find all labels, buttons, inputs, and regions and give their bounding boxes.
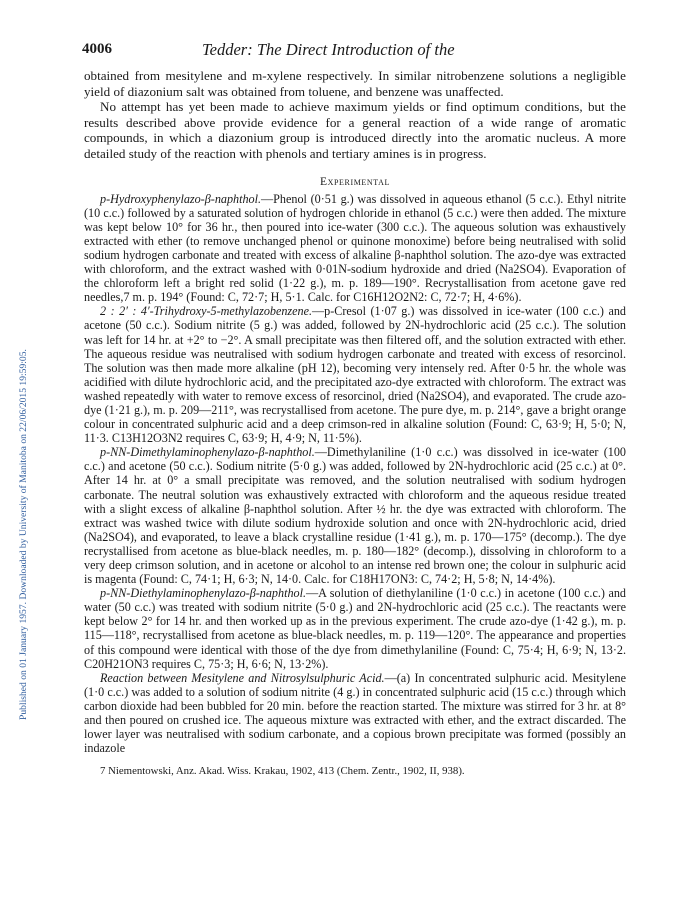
page-number: 4006 <box>82 41 112 57</box>
paragraph-body: —Phenol (0·51 g.) was dissolved in aqueous ethanol (5 c.c.). Ethyl nitrite (10 c.c.) followed by a saturated solution of hydrogen chloride in ethanol (5 c.c.) were then added. The mixture was kept below 10° for 36 hr., then poured into ice-water (300 c.c.). The aqueous solution was exhaustively extracted with ether (to remove unchanged phenol or quinone monoxime) before being neutralised with solid sodium hydrogen carbonate and treated with excess of alkaline β-naphthol solution. The azo-dye was extracted with chloroform, and the extract washed with 0·01N-sodium hydroxide and dried (Na2SO4). Evaporation of the chloroform left a bright red solid (1·22 g.), m. p. 189—190°. Recrystallisation from acetone gave red needles,7 m. p. 194° (Found: C, 72·7; H, 5·1. Calc. for C16H12O2N2: C, 72·7; H, 4·6%). <box>84 191 626 305</box>
section-title: Experimental <box>319 175 391 188</box>
intro-paragraph: No attempt has yet been made to achieve maximum yields or find optimum conditions, but the results described above provide evidence for a general reaction of a wide range of aromatic compounds, in which a diazonium group is introduced directly into the aromatic nucleus. A more detailed study of the reaction with phenols and tertiary amines is in progress. <box>84 99 626 161</box>
compound-heading: p-NN-Dimethylaminophenylazo-β-naphthol. <box>100 445 315 460</box>
experimental-paragraph <box>84 304 626 445</box>
experimental-paragraph <box>84 445 626 586</box>
compound-heading: p-Hydroxyphenylazo-β-naphthol. <box>100 191 262 206</box>
page-content <box>84 40 626 778</box>
paragraph-body: —p-Cresol (1·07 g.) was dissolved in ice-water (100 c.c.) and acetone (50 c.c.). Sodium nitrite (5 g.) was added, followed by 2N-hydrochloric acid (25 c.c.). The solution was left for 14 hr. at +2° to −2°. A small precipitate was then filtered off, and the solution extracted with ether. The aqueous residue was neutralised with sodium hydrogen carbonate and treated with excess of resorcinol. The solution was then made more alkaline (pH 12), becoming very intensely red. After 0·5 hr. the whole was acidified with dilute hydrochloric acid, and the precipitated azo-dye extracted with chloroform. The extract was washed repeatedly with water to remove excess of resorcinol, dried (Na2SO4), and evaporated. The crude azo-dye (1·21 g.), m. p. 209—211°, was recrystallised from acetone. The pure dye, m. p. 214°, gave a bright orange colour in concentrated sulphuric acid and a deep crimson-red in alkaline solution (Found: C, 63·9; H, 5·0; N, 11·3. C13H12O3N2 requires C, 63·9; H, 4·9; N, 11·5%). <box>84 304 626 446</box>
paragraph-body: —(a) In concentrated sulphuric acid. Mesitylene (1·0 c.c.) was added to a solution of sodium nitrite (4 g.) in concentrated sulphuric acid (15 c.c.) through which carbon dioxide had been bubbled for 20 min. before the reaction started. The mixture was stirred for 3 hr. at 8° and then poured on crushed ice. The aqueous mixture was extracted with ether, and the extract discarded. The lower layer was neutralised with sodium carbonate, and a copious brown precipitate was formed (possibly an indazole <box>84 670 626 756</box>
page-header <box>84 40 626 62</box>
experimental-paragraph <box>84 586 626 671</box>
compound-heading: 2 : 2′ : 4′-Trihydroxy-5-methylazobenzene. <box>100 304 313 319</box>
publication-side-note: Published on 01 January 1957. Downloaded by University of Manitoba on 22/06/2015 19:59:05. <box>18 349 29 720</box>
paragraph-body: —A solution of diethylaniline (1·0 c.c.) in acetone (100 c.c.) and water (50 c.c.) was treated with sodium nitrite (5·0 g.) and 2N-hydrochloric acid (25 c.c.). The reactants were kept below 2° for 14 hr. and then worked up as in the previous experiment. The crude azo-dye (1·42 g.), m. p. 115—118°, recrystallised from acetone as blue-black needles, m. p. 119—120°. The appearance and properties of this compound were identical with those of the dye from dimethylaniline (Found: C, 75·4; H, 6·9; N, 13·2. C20H21ON3 requires C, 75·3; H, 6·6; N, 13·2%). <box>84 586 626 671</box>
paragraph-body: —Dimethylaniline (1·0 c.c.) was dissolved in ice-water (100 c.c.) and acetone (50 c.c.). Sodium nitrite (5·0 g.) was added, followed by 2N-hydrochloric acid (25 c.c.) at 0°. After 14 hr. at 0° a small precipitate was removed, and the solution neutralised with sodium hydrogen carbonate. The neutral solution was exhaustively extracted with chloroform and the aqueous residue treated with a slight excess of alkaline β-naphthol solution. After ½ hr. the dye was extracted with chloroform. The extract was washed twice with dilute sodium hydroxide solution and once with 2N-hydrochloric acid, dried (Na2SO4), and evaporated, to leave a black crystalline residue (1·41 g.), m. p. 170—175° (decomp.). The dye recrystallised from acetone as blue-black needles, m. p. 180—182° (decomp.), dissolving in chloroform to a very deep crimson solution, and in acetone or alcohol to an intense red brown one; the colour in sulphuric acid is magenta (Found: C, 74·1; H, 6·3; N, 14·0. Calc. for C18H17ON3: C, 74·2; H, 5·8; N, 14·4%). <box>84 445 626 587</box>
experimental-paragraph <box>84 192 626 305</box>
running-title: Tedder: The Direct Introduction of the <box>202 40 455 59</box>
compound-heading: p-NN-Diethylaminophenylazo-β-naphthol. <box>100 586 306 601</box>
compound-heading: Reaction between Mesitylene and Nitrosylsulphuric Acid. <box>100 670 385 685</box>
experimental-paragraph <box>84 671 626 756</box>
footnote: 7 Niementowski, Anz. Akad. Wiss. Krakau, 1902, 413 (Chem. Zentr., 1902, II, 938). <box>100 765 465 778</box>
intro-paragraph: obtained from mesitylene and m-xylene respectively. In similar nitrobenzene solutions a negligible yield of diazonium salt was obtained from toluene, and benzene was unaffected. <box>84 68 626 99</box>
